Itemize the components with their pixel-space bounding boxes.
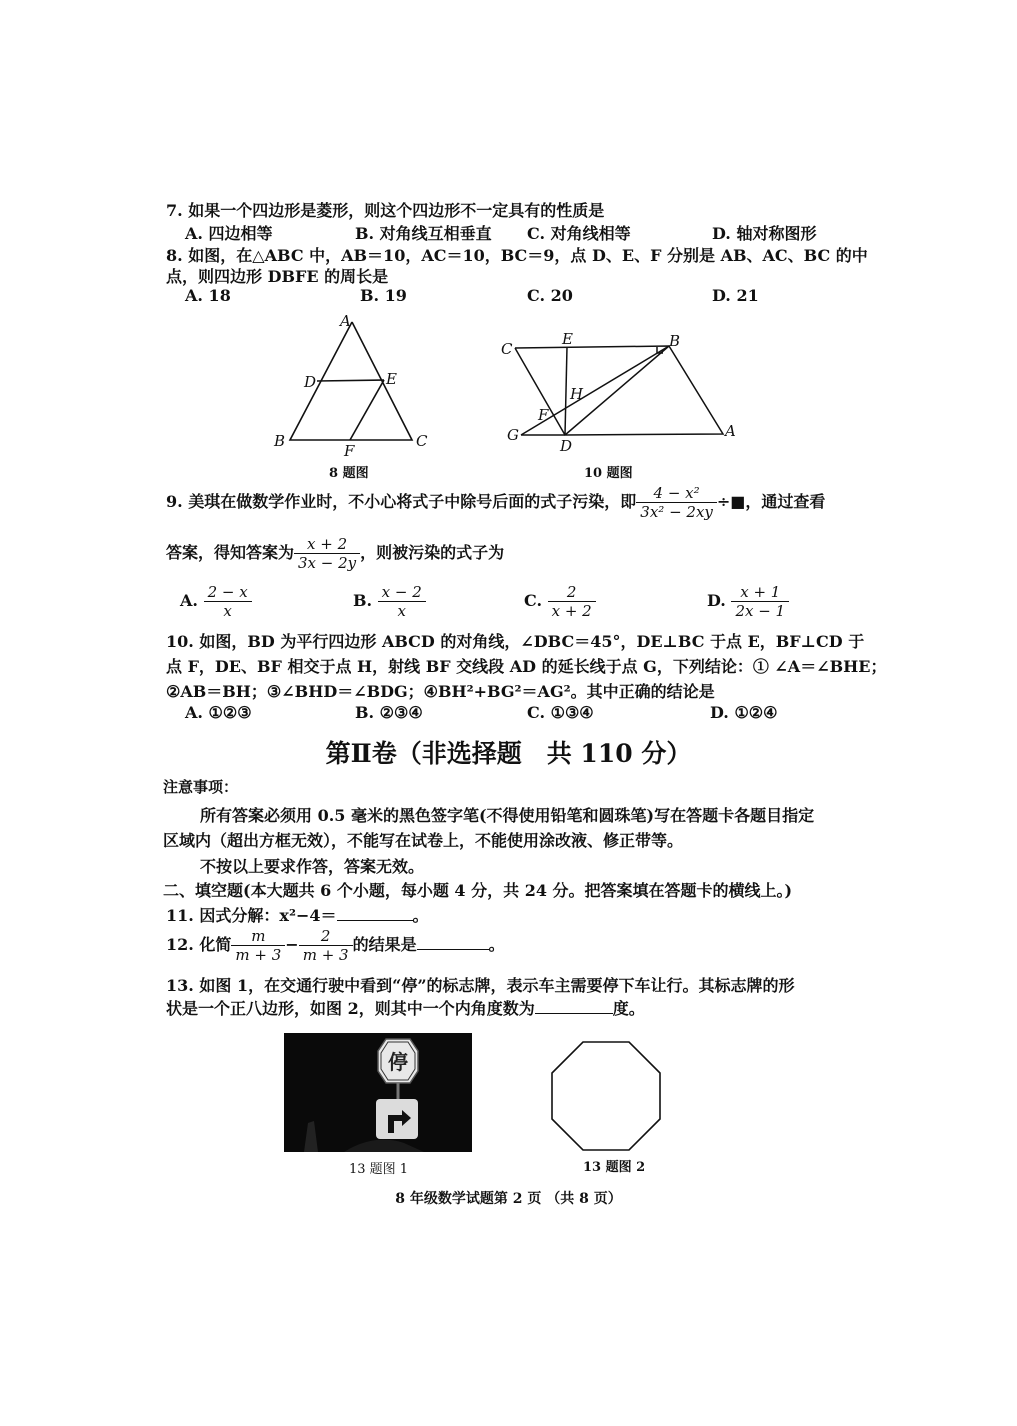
q12-f2-den: m + 3 <box>299 945 353 964</box>
q13-photo-sign-char: 停 <box>388 1050 408 1074</box>
q10-label-b: B <box>669 332 681 350</box>
q8-figure-caption: 8 题图 <box>329 466 369 481</box>
q9-stem-pre: 9. 美琪在做数学作业时，不小心将式子中除号后面的式子污染，即 <box>166 492 637 511</box>
q9-option-a-num: 2 − x <box>207 583 248 601</box>
q11-end: 。 <box>412 906 429 925</box>
q10-option-a: A. ①②③ <box>185 703 252 722</box>
q7-option-d: D. 轴对称图形 <box>712 224 817 243</box>
q9-option-b-num: x − 2 <box>381 583 422 601</box>
q11-text: 11. 因式分解：x²−4＝ <box>166 906 337 925</box>
q10-label-d: D <box>560 437 573 455</box>
q13-fig1-caption: 13 题图 1 <box>349 1162 409 1177</box>
q9-answer-denominator: 3x − 2y <box>294 553 360 572</box>
q13-fig2-caption: 13 题图 2 <box>583 1160 646 1175</box>
q10-figure-caption: 10 题图 <box>584 466 633 481</box>
q9-option-d-fraction <box>731 583 789 620</box>
q9-expression-fraction <box>636 484 717 521</box>
q13-line2-end: 度。 <box>612 999 645 1018</box>
q9-line2-post: ，则被污染的式子为 <box>360 543 505 562</box>
notice-line1: 所有答案必须用 0.5 毫米的黑色签字笔(不得使用铅笔和圆珠笔)写在答题卡各题目指定 <box>200 806 815 825</box>
q9-option-d-num: x + 1 <box>740 583 781 601</box>
q9-option-c-num: 2 <box>566 583 577 601</box>
q10-label-c: C <box>501 340 513 358</box>
q10-label-f: F <box>538 406 549 424</box>
q11-answer-blank[interactable] <box>337 904 413 921</box>
q8-option-d: D. 21 <box>712 286 759 305</box>
q12-fraction-1 <box>231 927 285 964</box>
q8-label-d: D <box>304 373 317 391</box>
q12-fraction-2 <box>299 927 353 964</box>
q9-option-d <box>707 580 789 622</box>
q10-label-g: G <box>507 426 519 444</box>
q10-parallelogram-figure <box>497 330 747 455</box>
q9-frac-numerator: 4 − x² <box>653 484 700 502</box>
q9-answer-fraction <box>294 535 360 572</box>
q9-stem-post: ，通过查看 <box>745 492 826 511</box>
q13-octagon-figure <box>550 1040 662 1152</box>
q13-line1: 13. 如图 1，在交通行驶中看到“停”的标志牌，表示车主需要停下车让行。其标志牌的形 <box>166 976 795 995</box>
q9-option-a-den: x <box>204 601 252 620</box>
q9-option-d-letter: D. <box>707 591 726 610</box>
q8-triangle-figure <box>262 308 442 458</box>
q8-stem-line2: 点，则四边形 DBFE 的周长是 <box>166 267 389 286</box>
regular-octagon <box>552 1042 660 1150</box>
notice-line2: 区域内（超出方框无效），不能写在试卷上，不能使用涂改液、修正带等。 <box>163 831 684 850</box>
q9-option-b-fraction <box>378 583 426 620</box>
q13-answer-blank[interactable] <box>535 997 613 1014</box>
q7-option-b: B. 对角线互相垂直 <box>355 224 492 243</box>
q9-line2 <box>166 529 504 577</box>
q10-label-a: A <box>725 422 736 440</box>
q7-stem: 7. 如果一个四边形是菱形，则这个四边形不一定具有的性质是 <box>166 201 605 220</box>
q8-label-c: C <box>416 432 428 450</box>
q8-option-c: C. 20 <box>527 286 573 305</box>
q9-option-b-den: x <box>378 601 426 620</box>
q9-option-b <box>353 580 426 622</box>
q12 <box>166 922 505 968</box>
q12-f2-num: 2 <box>320 927 331 945</box>
q9-option-b-letter: B. <box>353 591 373 610</box>
q13-photo-drawing <box>284 1033 472 1152</box>
q8-label-b: B <box>274 432 286 450</box>
q8-option-a: A. 18 <box>185 286 231 305</box>
q12-f1-den: m + 3 <box>231 945 285 964</box>
q12-post: 的结果是 <box>352 935 417 954</box>
q10-label-h: H <box>570 385 584 403</box>
notice-line3: 不按以上要求作答，答案无效。 <box>200 857 425 876</box>
q9-option-c <box>524 580 596 622</box>
q9-div-sign: ÷■ <box>716 492 746 511</box>
notice-title: 注意事项： <box>163 778 239 796</box>
q9-option-d-den: 2x − 1 <box>731 601 789 620</box>
q12-end: 。 <box>488 935 505 954</box>
q12-answer-blank[interactable] <box>417 933 489 950</box>
q10-option-b: B. ②③④ <box>355 703 423 722</box>
q9-option-a-fraction <box>204 583 252 620</box>
q7-option-c: C. 对角线相等 <box>527 224 631 243</box>
q13-line2-text: 状是一个正八边形，如图 2，则其中一个内角度数为 <box>166 999 535 1018</box>
q10-line2: 点 F，DE、BF 相交于点 H，射线 BF 交线段 AD 的延长线于点 G，下列结论：① ∠A＝∠BHE； <box>166 657 887 676</box>
q12-f1-num: m <box>251 927 266 945</box>
q7-option-a: A. 四边相等 <box>185 224 273 243</box>
q12-minus: − <box>285 935 299 954</box>
q8-option-b: B. 19 <box>360 286 407 305</box>
q9-option-c-den: x + 2 <box>548 601 596 620</box>
q9-line2-pre: 答案，得知答案为 <box>166 543 295 562</box>
q8-label-a: A <box>340 312 351 330</box>
page-footer: 8 年级数学试题第 2 页 （共 8 页） <box>395 1191 622 1207</box>
q10-line3: ②AB＝BH；③∠BHD＝∠BDG；④BH²+BG²＝AG²。其中正确的结论是 <box>166 682 715 701</box>
q10-option-d: D. ①②④ <box>710 703 778 722</box>
q8-label-e: E <box>386 370 397 388</box>
q9-option-c-letter: C. <box>524 591 543 610</box>
q9-option-a <box>180 580 252 622</box>
q12-pre: 12. 化简 <box>166 935 232 954</box>
q8-label-f: F <box>344 442 355 458</box>
q10-label-e: E <box>562 330 573 348</box>
q13-line2 <box>166 996 645 1019</box>
q9-option-a-letter: A. <box>180 591 198 610</box>
q8-stem-line1: 8. 如图，在△ABC 中，AB＝10，AC＝10，BC＝9，点 D、E、F 分别是 AB、AC、BC 的中 <box>166 246 868 265</box>
q10-option-c: C. ①③④ <box>527 703 594 722</box>
q9-frac-denominator: 3x² − 2xy <box>636 502 717 521</box>
q10-line1: 10. 如图，BD 为平行四边形 ABCD 的对角线，∠DBC＝45°，DE⊥BC 于点 E，BF⊥CD 于 <box>166 632 865 651</box>
section2-title: 第Ⅱ卷（非选择题 共 110 分） <box>325 739 692 768</box>
q9-answer-numerator: x + 2 <box>307 535 348 553</box>
fill-in-header: 二、填空题(本大题共 6 个小题，每小题 4 分，共 24 分。把答案填在答题卡的横线上。) <box>163 881 793 900</box>
q9-option-c-fraction <box>548 583 596 620</box>
q13-stop-sign-photo <box>284 1033 472 1152</box>
q9-stem <box>166 478 825 526</box>
